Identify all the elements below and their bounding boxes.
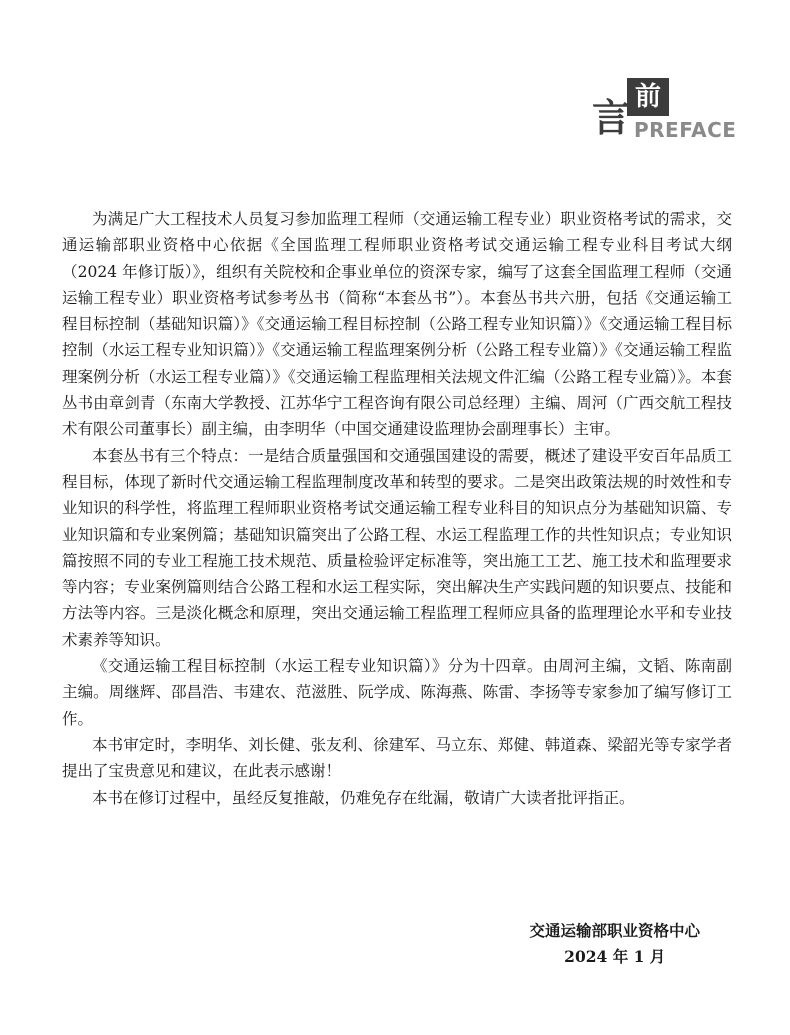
- signature-block: [529, 918, 700, 970]
- paragraph-1: 为满足广大工程技术人员复习参加监理工程师（交通运输工程专业）职业资格考试的需求，交通运输部职业资格中心依据《全国监理工程师职业资格考试交通运输工程专业科目考试大纲（2024 年修订版）》，组织有关院校和企事业单位的资深专家，编写了这套全国监理工程师（交通运输工程专业）职业资格考试参考丛书（简称“本套丛书”）。本套丛书共六册，包括《交通运输工程目标控制（基础知识篇）》《交通运输工程目标控制（公路工程专业知识篇）》《交通运输工程目标控制（水运工程专业知识篇）》《交通运输工程监理案例分析（公路工程专业篇）》《交通运输工程监理案例分析（水运工程专业篇）》《交通运输工程监理相关法规文件汇编（公路工程专业篇）》。本套丛书由章剑青（东南大学教授、江苏华宁工程咨询有限公司总经理）主编、周河（广西交航工程技术有限公司董事长）副主编，由李明华（中国交通建设监理协会副理事长）主审。: [62, 210, 732, 439]
- paragraph-3: 《交通运输工程目标控制（水运工程专业知识篇）》分为十四章。由周河主编，文韬、陈南副主编。周继辉、邵昌浩、韦建农、范滋胜、阮学成、陈海燕、陈雷、李扬等专家参加了编写修订工作。: [62, 657, 732, 728]
- signature-org: 交通运输部职业资格中心: [529, 921, 700, 940]
- preface-char-bottom: 言: [592, 96, 631, 140]
- paragraph-4: 本书审定时，李明华、刘长健、张友利、徐建军、马立东、郑健、韩道森、梁韶光等专家学者提出了宝贵意见和建议，在此表示感谢！: [62, 735, 732, 781]
- signature-date: 2024 年 1 月: [564, 947, 666, 966]
- preface-logo: [592, 78, 737, 140]
- preface-body: [62, 206, 732, 811]
- paragraph-5: 本书在修订过程中，虽经反复推敲，仍难免存在纰漏，敬请广大读者批评指正。: [92, 788, 635, 807]
- preface-char-top: 前: [627, 78, 669, 116]
- preface-english-label: PREFACE: [634, 118, 737, 142]
- paragraph-2: 本套丛书有三个特点：一是结合质量强国和交通强国建设的需要，概述了建设平安百年品质工程目标，体现了新时代交通运输工程监理制度改革和转型的要求。二是突出政策法规的时效性和专业知识的科学性，将监理工程师职业资格考试交通运输工程专业科目的知识点分为基础知识篇、专业知识篇和专业案例篇；基础知识篇突出了公路工程、水运工程监理工作的共性知识点；专业知识篇按照不同的专业工程施工技术规范、质量检验评定标准等，突出施工工艺、施工技术和监理要求等内容；专业案例篇则结合公路工程和水运工程实际，突出解决生产实践问题的知识要点、技能和方法等内容。三是淡化概念和原理，突出交通运输工程监理工程师应具备的监理理论水平和专业技术素养等知识。: [62, 446, 732, 649]
